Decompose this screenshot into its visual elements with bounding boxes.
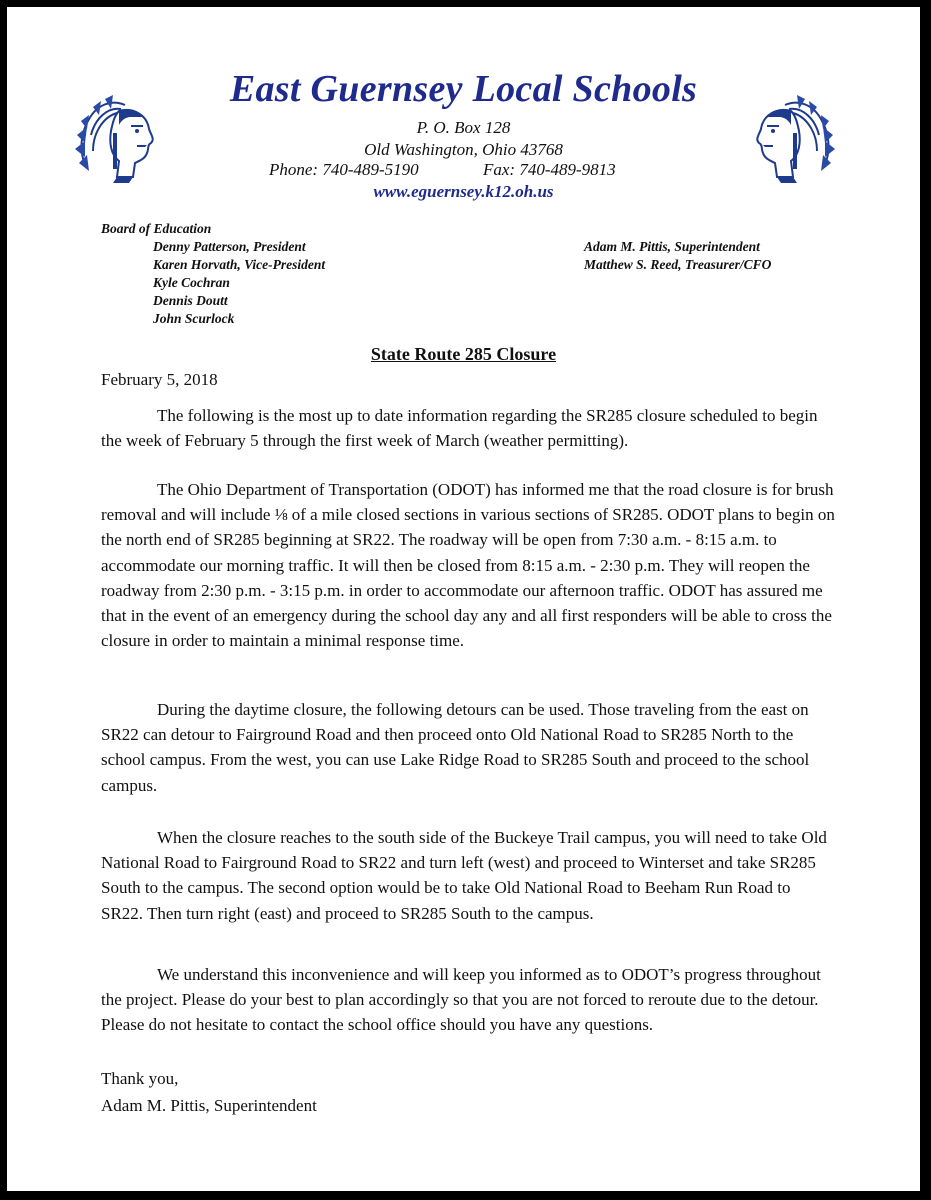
board-member: John Scurlock [153, 311, 235, 326]
city-state-zip: Old Washington, Ohio 43768 [364, 140, 563, 159]
letter-title: State Route 285 Closure [370, 344, 557, 364]
closing-salutation: Thank you, [101, 1069, 179, 1088]
website-link[interactable]: www.eguernsey.k12.oh.us [373, 182, 554, 201]
signature-name: Adam M. Pittis, Superintendent [101, 1096, 317, 1115]
administration-list [584, 238, 771, 274]
po-box: P. O. Box 128 [416, 118, 511, 137]
school-name: East Guernsey Local Schools [229, 68, 698, 110]
body-paragraph: The Ohio Department of Transportation (ODOT) has informed me that the road closure is for brush removal and will include ⅛ of a mile closed sections in various sections of SR285. ODOT plans to begin on the north end of SR285 beginning at SR22. The roadway will be open from 7:30 a.m. - 8:15 a.m. to accommodate our morning traffic. It will then be closed from 8:15 a.m. - 2:30 p.m. They will reopen the roadway from 2:30 p.m. - 3:15 p.m. in order to accommodate our afternoon traffic. ODOT has assured me that in the event of an emergency during the school day any and all first responders will be able to cross the closure in order to maintain a minimal response time. [101, 480, 835, 651]
phone-number: Phone: 740-489-5190 [269, 160, 419, 179]
body-paragraph: We understand this inconvenience and will keep you informed as to ODOT’s progress throughout the project. Please do your best to plan accordingly so that you are not forced to reroute due to the detour. Please do not hesitate to contact the school office should you have any questions. [101, 965, 821, 1035]
body-paragraph: When the closure reaches to the south side of the Buckeye Trail campus, you will need to take Old National Road to Fairground Road to SR22 and turn left (west) and proceed to Winterset and take SR285 South to the campus. The second option would be to take Old National Road to Beeham Run Road to SR22. Then turn right (east) and proceed to SR285 South to the campus. [101, 828, 827, 923]
letter-date: February 5, 2018 [101, 370, 218, 389]
superintendent: Adam M. Pittis, Superintendent [584, 239, 760, 254]
treasurer: Matthew S. Reed, Treasurer/CFO [584, 257, 772, 272]
board-member-list [153, 238, 325, 328]
board-title: Board of Education [101, 221, 212, 236]
body-paragraph: During the daytime closure, the following detours can be used. Those traveling from the east on SR22 can detour to Fairground Road and then proceed onto Old National Road to SR285 North to the school campus. From the west, you can use Lake Ridge Road to SR285 South and proceed to the school campus. [101, 700, 810, 795]
fax-number: Fax: 740-489-9813 [483, 160, 616, 179]
board-member: Denny Patterson, President [153, 239, 306, 254]
board-member: Karen Horvath, Vice-President [153, 257, 326, 272]
body-paragraph: The following is the most up to date information regarding the SR285 closure scheduled to begin the week of February 5 through the first week of March (weather permitting). [101, 406, 818, 451]
letter-page [7, 7, 920, 1191]
board-member: Dennis Doutt [153, 293, 228, 308]
board-member: Kyle Cochran [153, 275, 230, 290]
